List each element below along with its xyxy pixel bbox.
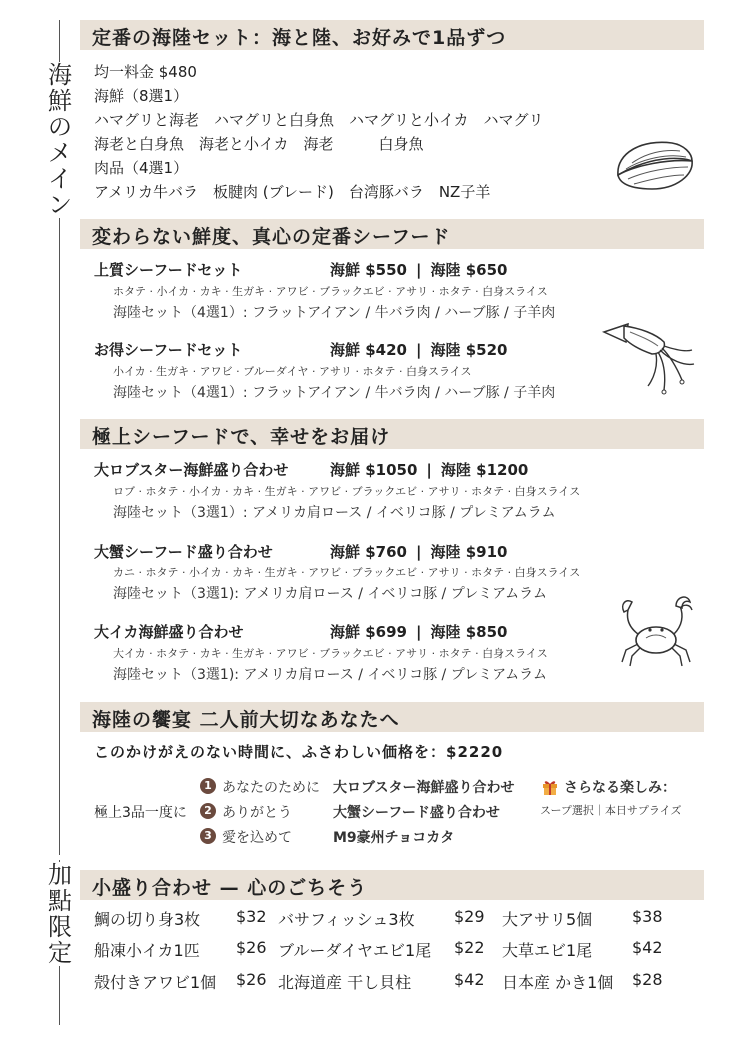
price-divider: | — [415, 623, 422, 641]
gift-icon — [542, 779, 558, 795]
item-name: 大アサリ5個 — [502, 910, 593, 929]
set-price — [330, 259, 507, 280]
flat-price: 均一料金 $480 — [94, 63, 197, 81]
set-price — [330, 541, 507, 562]
surf-turf-price: 海陸 $650 — [430, 261, 508, 279]
option-dish: 大蟹シーフード盛り合わせ — [333, 805, 500, 821]
seafood-price: 海鮮 $550 — [330, 261, 407, 279]
item-name: 鯛の切り身3枚 — [94, 910, 201, 929]
seafood-price: 海鮮 $760 — [330, 543, 407, 561]
small-plate-row — [94, 970, 694, 994]
option-dish: M9豪州チョコカタ — [333, 830, 455, 846]
crab-icon — [618, 592, 696, 668]
set-name: お得シーフードセット — [94, 341, 243, 359]
section-header-premium-seafood: 極上シーフードで、幸せをお届け — [80, 419, 704, 449]
bonus-text: スープ選択｜本日サプライズ — [540, 804, 682, 817]
seafood-price: 海鮮 $1050 — [330, 461, 418, 479]
option-label: 愛を込めて — [222, 830, 292, 846]
set-name: 大ロブスター海鮮盛り合わせ — [94, 461, 289, 479]
seafood-choice-heading: 海鮮（8選1） — [94, 87, 189, 105]
price-divider: | — [415, 543, 422, 561]
meat-options-row: アメリカ牛バラ 板腱肉 (ブレード) 台湾豚バラ NZ子羊 — [94, 183, 491, 201]
set-name: 上質シーフードセット — [94, 261, 243, 279]
set-items: ロブ · ホタテ · 小イカ · カキ · 生ガキ · アワビ · ブラックエビ · アサリ · ホタテ · 白身スライス — [113, 485, 581, 498]
item-price: $29 — [454, 907, 485, 926]
price-divider: | — [426, 461, 432, 479]
small-plate-row — [94, 907, 694, 931]
small-plate-row — [94, 938, 694, 962]
item-name: 北海道産 干し貝柱 — [278, 973, 412, 992]
section-header-classic-set: 定番の海陸セット：海と陸、お好みで1品ずつ — [80, 20, 704, 50]
option-number-badge: 2 — [200, 803, 216, 819]
option-dish: 大ロブスター海鮮盛り合わせ — [333, 780, 515, 796]
surf-turf-price: 海陸 $1200 — [440, 461, 529, 479]
surf-turf-price: 海陸 $520 — [430, 341, 508, 359]
set-price — [330, 621, 507, 642]
seafood-price: 海鮮 $420 — [330, 341, 407, 359]
feast-pick-label: 極上3品一度に — [94, 805, 187, 821]
item-name: バサフィッシュ3枚 — [278, 910, 415, 929]
option-number-badge: 3 — [200, 828, 216, 844]
seafood-options-row-1: ハマグリと海老 ハマグリと白身魚 ハマグリと小イカ ハマグリ — [94, 111, 544, 129]
item-name: ブルーダイヤエビ1尾 — [278, 941, 432, 960]
seafood-price: 海鮮 $699 — [330, 623, 407, 641]
section-header-small-plates: 小盛り合わせ — 心のごちそう — [80, 870, 704, 900]
set-option: 海陸セット（3選1）: アメリカ肩ロース / イベリコ豚 / プレミアムラム — [113, 505, 556, 521]
item-name: 大草エビ1尾 — [502, 941, 593, 960]
price-divider: | — [415, 261, 422, 279]
side-title-main: 海 鮮 の メ イ ン — [44, 62, 76, 218]
price-divider: | — [415, 341, 422, 359]
set-items: 大イカ · ホタテ · カキ · 生ガキ · アワビ · ブラックエビ · アサリ · ホタテ · 白身スライス — [113, 647, 548, 660]
seafood-options-row-2: 海老と白身魚 海老と小イカ 海老 白身魚 — [94, 135, 424, 153]
set-items: カニ · ホタテ · 小イカ · カキ · 生ガキ · アワビ · ブラックエビ · アサリ · ホタテ · 白身スライス — [113, 566, 581, 579]
set-option: 海陸セット（3選1): アメリカ肩ロース / イベリコ豚 / プレミアムラム — [113, 586, 548, 602]
item-price: $28 — [632, 970, 663, 989]
section-header-classic-seafood: 変わらない鮮度、真心の定番シーフード — [80, 219, 704, 249]
item-price: $26 — [236, 970, 267, 989]
option-label: あなたのために — [222, 780, 320, 796]
surf-turf-price: 海陸 $850 — [430, 623, 508, 641]
item-price: $42 — [632, 938, 663, 957]
option-label: ありがとう — [222, 805, 292, 821]
squid-icon — [600, 320, 700, 400]
section-header-feast-for-two: 海陸の饗宴 二人前大切なあなたへ — [80, 702, 704, 732]
set-price — [330, 339, 507, 360]
clam-icon — [612, 135, 696, 193]
set-items: 小イカ · 生ガキ · アワビ · ブルーダイヤ · アサリ · ホタテ · 白身スライス — [113, 365, 472, 378]
item-price: $38 — [632, 907, 663, 926]
item-price: $22 — [454, 938, 485, 957]
set-price — [330, 459, 528, 480]
option-number-badge: 1 — [200, 778, 216, 794]
bonus-title: さらなる楽しみ： — [564, 780, 676, 796]
item-price: $26 — [236, 938, 267, 957]
side-title-extra: 加 點 限 定 — [44, 862, 76, 966]
set-name: 大蟹シーフード盛り合わせ — [94, 543, 273, 561]
meat-choice-heading: 肉品（4選1） — [94, 159, 189, 177]
set-items: ホタテ · 小イカ · カキ · 生ガキ · アワビ · ブラックエビ · アサリ · ホタテ · 白身スライス — [113, 285, 548, 298]
set-option: 海陸セット（4選1）: フラットアイアン / 牛バラ肉 / ハーブ豚 / 子羊肉 — [113, 305, 556, 321]
set-option: 海陸セット（4選1）: フラットアイアン / 牛バラ肉 / ハーブ豚 / 子羊肉 — [113, 385, 556, 401]
surf-turf-price: 海陸 $910 — [430, 543, 508, 561]
set-name: 大イカ海鮮盛り合わせ — [94, 623, 244, 641]
item-name: 殻付きアワビ1個 — [94, 973, 217, 992]
item-price: $32 — [236, 907, 267, 926]
item-name: 船凍小イカ1匹 — [94, 941, 200, 960]
item-price: $42 — [454, 970, 485, 989]
set-option: 海陸セット（3選1): アメリカ肩ロース / イベリコ豚 / プレミアムラム — [113, 667, 548, 683]
feast-lead-price: このかけがえのない時間に、ふさわしい価格を：$2220 — [94, 743, 504, 761]
item-name: 日本産 かき1個 — [502, 973, 614, 992]
